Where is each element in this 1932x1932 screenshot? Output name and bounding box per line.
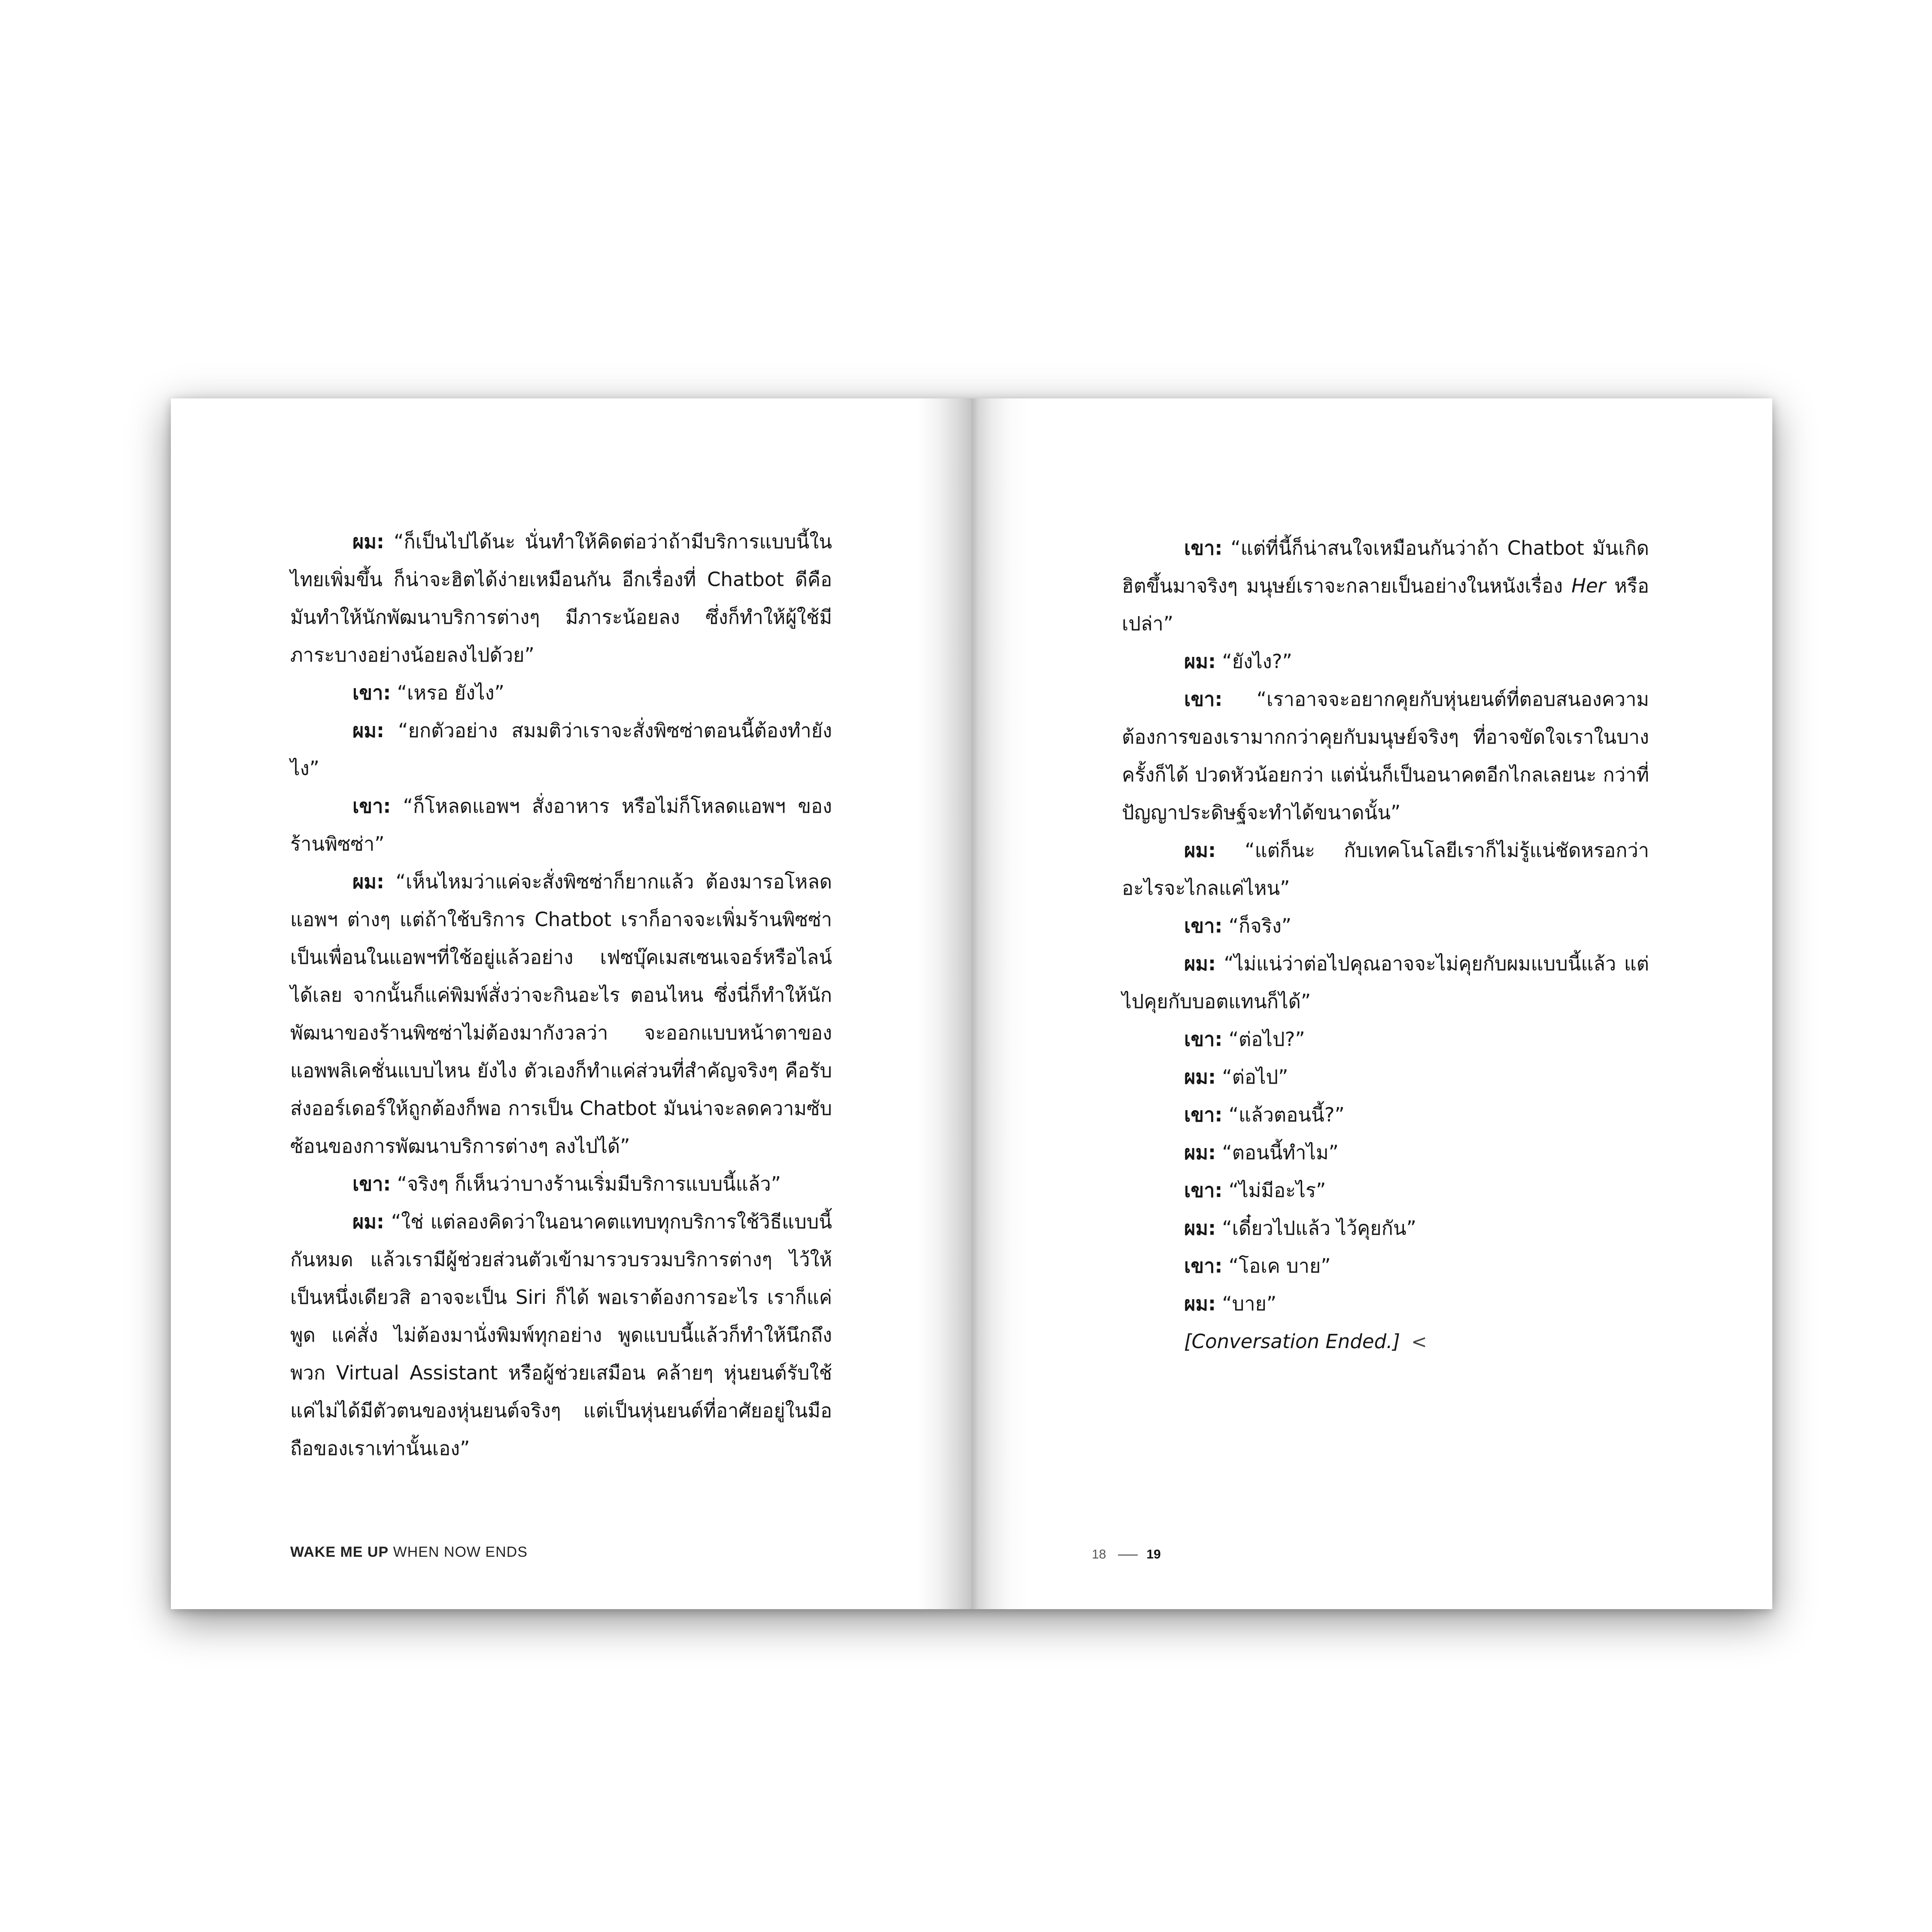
speaker-label: เขา: (1184, 537, 1223, 559)
dialogue-paragraph (1122, 1134, 1649, 1172)
right-page-text (1122, 529, 1649, 1361)
dialogue-text: “ใช่ แต่ลองคิดว่าในอนาคตแทบทุกบริการใช้วิธีแบบนี้กันหมด แล้วเรามีผู้ช่วยส่วนตัวเข้ามารวบรวมบริการต่างๆ ไว้ให้เป็นหนึ่งเดียวสิ อาจจะเป็น Siri ก็ได้ พอเราต้องการอะไร เราก็แค่พูด แค่สั่ง ไม่ต้องมานั่งพิมพ์ทุกอย่าง พูดแบบนี้แล้วก็ทำให้นึกถึงพวก Virtual Assistant หรือผู้ช่วยเสมือน คล้ายๆ หุ่นยนต์รับใช้ แค่ไม่ได้มีตัวตนของหุ่นยนต์จริงๆ แต่เป็นหุ่นยนต์ที่อาศัยอยู่ในมือถือของเราเท่านั้นเอง” (290, 1210, 832, 1460)
speaker-label: ผม: (1184, 1141, 1216, 1164)
dialogue-text: “ตอนนี้ทำไม” (1216, 1141, 1339, 1164)
speaker-label: ผม: (1184, 839, 1216, 862)
dialogue-paragraph (290, 712, 832, 787)
dialogue-text: “ไม่มีอะไร” (1222, 1179, 1326, 1202)
speaker-label: เขา: (352, 795, 391, 817)
speaker-label: ผม: (352, 719, 385, 742)
dialogue-text: “ก็จริง” (1222, 914, 1292, 937)
page-number-right: 19 (1146, 1547, 1161, 1561)
dialogue-paragraph (1122, 945, 1649, 1021)
dialogue-paragraph (290, 787, 832, 863)
dialogue-text: “ต่อไป?” (1222, 1028, 1305, 1051)
page-numbers (1092, 1547, 1161, 1562)
speaker-label: เขา: (1184, 688, 1223, 711)
running-title (290, 1544, 528, 1561)
dialogue-text: “ยกตัวอย่าง สมมติว่าเราจะสั่งพิซซ่าตอนนี้ต้องทำยังไง” (290, 719, 832, 780)
dialogue-paragraph (1122, 907, 1649, 945)
conversation-end-note (1122, 1323, 1649, 1361)
dialogue-text: “เดี๋ยวไปแล้ว ไว้คุยกัน” (1216, 1217, 1416, 1239)
dialogue-text: “ก็โหลดแอพฯ สั่งอาหาร หรือไม่ก็โหลดแอพฯ ของร้านพิซซ่า” (290, 795, 832, 855)
end-note-text: [Conversation Ended.] (1184, 1330, 1400, 1353)
dialogue-paragraph (1122, 1209, 1649, 1247)
dialogue-paragraph (290, 674, 832, 712)
left-page (171, 398, 972, 1609)
dialogue-text: “ต่อไป” (1216, 1066, 1288, 1088)
dialogue-text: “เราอาจจะอยากคุยกับหุ่นยนต์ที่ตอบสนองความต้องการของเรามากกว่าคุยกับมนุษย์จริงๆ ที่อาจขัดใจเราในบางครั้งก็ได้ ปวดหัวน้อยกว่า แต่นั่นก็เป็นอนาคตอีกไกลเลยนะ กว่าที่ปัญญาประดิษฐ์จะทำได้ขนาดนั้น” (1122, 688, 1649, 824)
dialogue-text: “ไม่แน่ว่าต่อไปคุณอาจจะไม่คุยกับผมแบบนี้แล้ว แต่ไปคุยกับบอตแทนก็ได้” (1122, 952, 1649, 1013)
speaker-label: เขา: (1184, 1179, 1223, 1202)
dialogue-paragraph (290, 1203, 832, 1467)
speaker-label: ผม: (1184, 1217, 1216, 1239)
dialogue-text: “โอเค บาย” (1222, 1255, 1331, 1277)
right-page (972, 398, 1772, 1609)
dialogue-text: “แต่ก็นะ กับเทคโนโลยีเราก็ไม่รู้แน่ชัดหรอกว่า อะไรจะไกลแค่ไหน” (1122, 839, 1649, 899)
end-mark-icon: < (1411, 1331, 1427, 1353)
speaker-label: เขา: (1184, 1103, 1223, 1126)
running-title-rest: WHEN NOW ENDS (389, 1544, 528, 1560)
speaker-label: ผม: (1184, 952, 1216, 975)
dialogue-paragraph (290, 1165, 832, 1203)
dialogue-text: “เห็นไหมว่าแค่จะสั่งพิซซ่าก็ยากแล้ว ต้องมารอโหลดแอพฯ ต่างๆ แต่ถ้าใช้บริการ Chatbot เราก็อาจจะเพิ่มร้านพิซซ่าเป็นเพื่อนในแอพฯที่ใช้อยู่แล้วอย่าง เฟซบุ๊คเมสเซนเจอร์หรือไลน์ได้เลย จากนั้นก็แค่พิมพ์สั่งว่าจะกินอะไร ตอนไหน ซึ่งนี่ก็ทำให้นักพัฒนาของร้านพิซซ่าไม่ต้องมากังวลว่า จะออกแบบหน้าตาของแอพพลิเคชั่นแบบไหน ยังไง ตัวเองก็ทำแค่ส่วนที่สำคัญจริงๆ คือรับส่งออร์เดอร์ให้ถูกต้องก็พอ การเป็น Chatbot มันน่าจะลดความซับซ้อนของการพัฒนาบริการต่างๆ ลงไปได้” (290, 870, 832, 1157)
speaker-label: ผม: (352, 870, 385, 893)
dialogue-paragraph (1122, 1021, 1649, 1058)
dialogue-text: “แต่ที่นี้ก็น่าสนใจเหมือนกันว่าถ้า Chatbot มันเกิดฮิตขึ้นมาจริงๆ มนุษย์เราจะกลายเป็นอย่างในหนังเรื่อง (1122, 537, 1649, 597)
speaker-label: ผม: (352, 1210, 385, 1233)
dialogue-text: หรือเปล่า” (1122, 574, 1649, 635)
running-title-bold: WAKE ME UP (290, 1544, 389, 1560)
dialogue-paragraph (1122, 1172, 1649, 1209)
dialogue-paragraph (1122, 1285, 1649, 1323)
speaker-label: ผม: (1184, 650, 1216, 673)
dialogue-paragraph (1122, 832, 1649, 907)
dialogue-text: “ก็เป็นไปได้นะ นั่นทำให้คิดต่อว่าถ้ามีบริการแบบนี้ในไทยเพิ่มขึ้น ก็น่าจะฮิตได้ง่ายเหมือนกัน อีกเรื่องที่ Chatbot ดีคือมันทำให้นักพัฒนาบริการต่างๆ มีภาระน้อยลง ซึ่งก็ทำให้ผู้ใช้มีภาระบางอย่างน้อยลงไปด้วย” (290, 530, 832, 666)
dialogue-text: “แล้วตอนนี้?” (1222, 1103, 1345, 1126)
dialogue-paragraph (1122, 1058, 1649, 1096)
speaker-label: เขา: (1184, 1028, 1223, 1051)
dialogue-paragraph (1122, 529, 1649, 643)
speaker-label: เขา: (352, 681, 391, 704)
speaker-label: ผม: (1184, 1292, 1216, 1315)
dialogue-text: “บาย” (1216, 1292, 1277, 1315)
speaker-label: ผม: (352, 530, 385, 553)
speaker-label: ผม: (1184, 1066, 1216, 1088)
book-spread (171, 398, 1772, 1609)
speaker-label: เขา: (1184, 914, 1223, 937)
dialogue-text: “เหรอ ยังไง” (391, 681, 504, 704)
dialogue-text: “ยังไง?” (1216, 650, 1292, 673)
speaker-label: เขา: (352, 1173, 391, 1195)
left-page-text (290, 523, 832, 1467)
dialogue-paragraph (1122, 1247, 1649, 1285)
film-title: Her (1571, 574, 1606, 597)
dialogue-text: “จริงๆ ก็เห็นว่าบางร้านเริ่มมีบริการแบบนี้แล้ว” (391, 1173, 781, 1195)
dialogue-paragraph (290, 863, 832, 1165)
dialogue-paragraph (1122, 1096, 1649, 1134)
dialogue-paragraph (290, 523, 832, 674)
page-number-left: 18 (1092, 1547, 1106, 1561)
dialogue-paragraph (1122, 680, 1649, 832)
dialogue-paragraph (1122, 643, 1649, 680)
speaker-label: เขา: (1184, 1255, 1223, 1277)
